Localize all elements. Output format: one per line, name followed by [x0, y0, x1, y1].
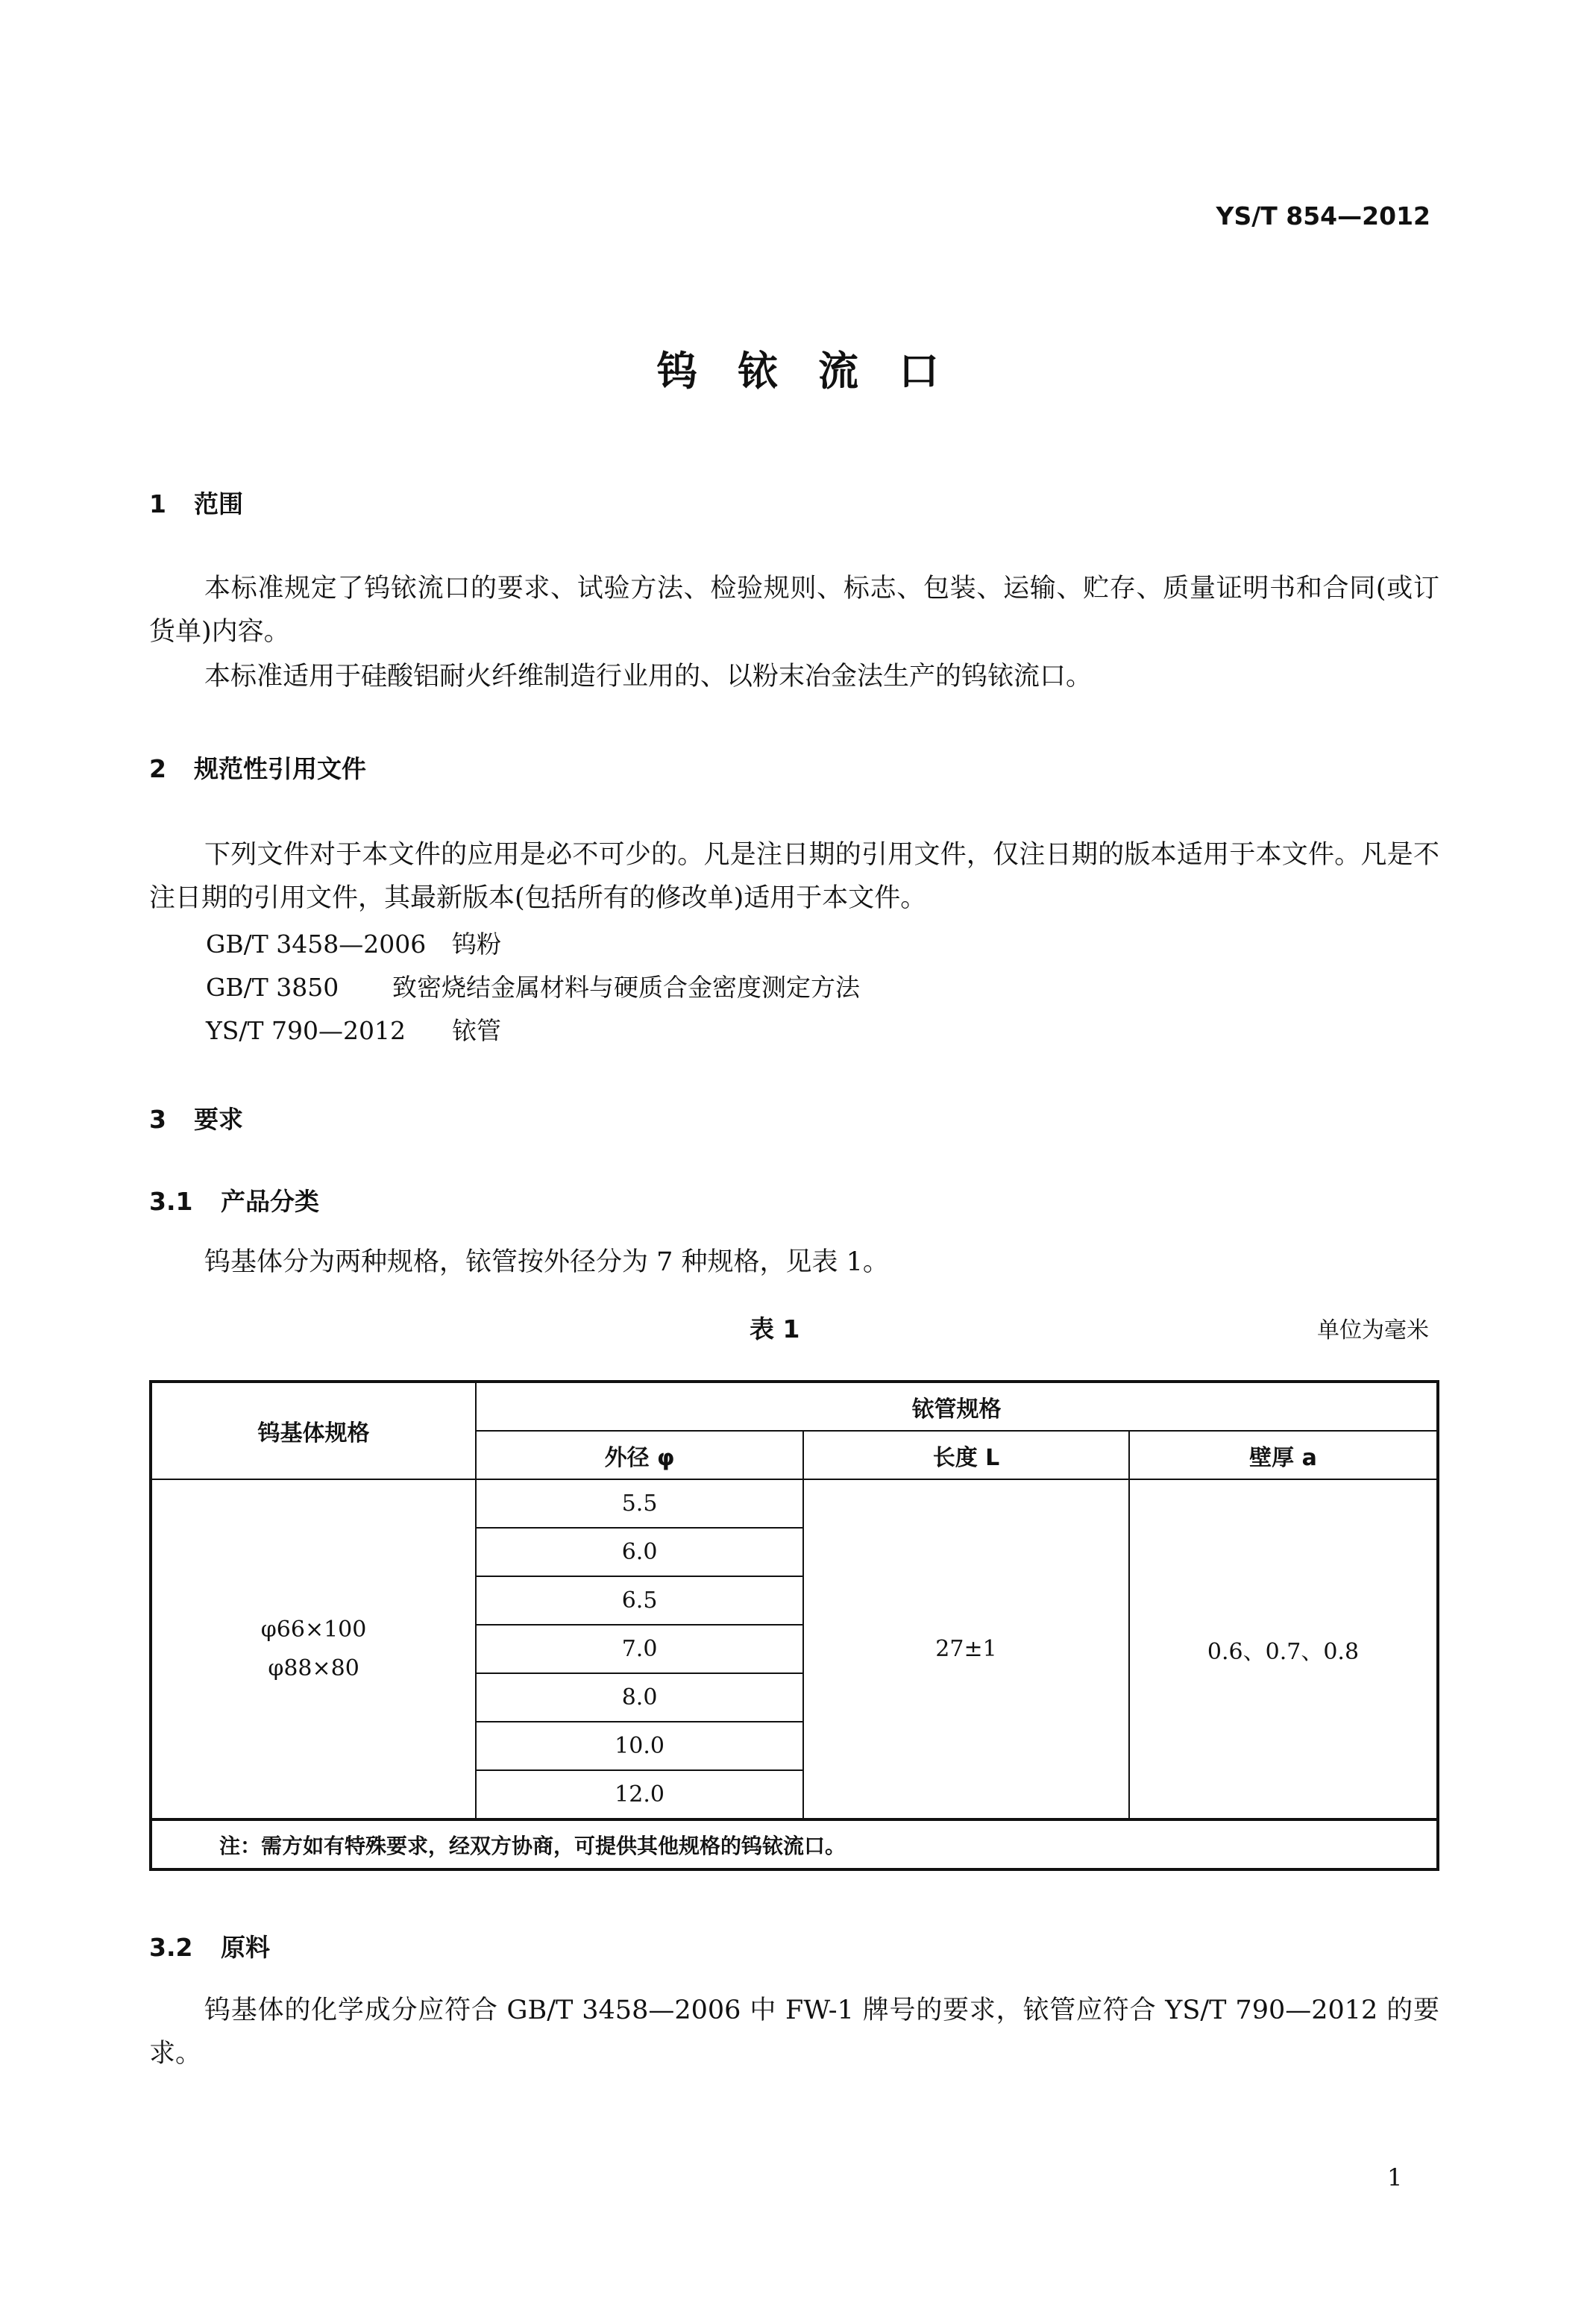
outer-diameter-cell: 7.0: [476, 1625, 803, 1673]
document-number: YS/T 854—2012: [1216, 201, 1430, 231]
spec-table: [149, 1380, 1439, 1871]
section-2-paragraph: 下列文件对于本文件的应用是必不可少的。凡是注日期的引用文件，仅注日期的版本适用于本文件。凡是不注日期的引用文件，其最新版本(包括所有的修改单)适用于本文件。: [149, 840, 1439, 913]
header-length: 长度 L: [803, 1431, 1129, 1479]
section-title: 范围: [194, 489, 243, 518]
section-title: 原料: [221, 1933, 270, 1962]
section-1-paragraph-1: 本标准规定了钨铱流口的要求、试验方法、检验规则、标志、包装、运输、贮存、质量证明书和合同(或订货单)内容。: [149, 574, 1439, 647]
length-cell: 27±1: [803, 1479, 1129, 1819]
reference-item: [206, 925, 501, 960]
header-base-spec: 钨基体规格: [151, 1382, 476, 1479]
section-number: 3: [149, 1105, 166, 1134]
header-outer-diameter: 外径 φ: [476, 1431, 803, 1479]
header-wall-thickness: 壁厚 a: [1129, 1431, 1438, 1479]
reference-code: YS/T 790—2012: [206, 1016, 406, 1045]
table-caption: 表 1: [750, 1314, 800, 1344]
section-2-heading: [149, 750, 366, 785]
section-3-heading: [149, 1100, 243, 1135]
section-3-2-paragraph: 钨基体的化学成分应符合 GB/T 3458—2006 中 FW-1 牌号的要求，铱管应符合 YS/T 790—2012 的要求。: [149, 1996, 1439, 2069]
section-3-1-paragraph: 钨基体分为两种规格，铱管按外径分为 7 种规格，见表 1。: [204, 1247, 889, 1277]
table-note: 注：需方如有特殊要求，经双方协商，可提供其他规格的钨铱流口。: [151, 1819, 1438, 1869]
page-title: 钨铱流口: [657, 348, 979, 395]
base-spec-1: φ66×100: [260, 1616, 367, 1643]
header-tube-spec: 铱管规格: [476, 1382, 1438, 1431]
reference-code: GB/T 3458—2006: [206, 929, 427, 959]
reference-code: GB/T 3850: [206, 973, 339, 1002]
outer-diameter-cell: 12.0: [476, 1770, 803, 1819]
section-3-1-heading: [149, 1182, 319, 1217]
section-title: 规范性引用文件: [194, 754, 366, 783]
section-title: 产品分类: [221, 1187, 319, 1216]
wall-thickness-cell: 0.6、0.7、0.8: [1129, 1479, 1438, 1819]
section-number: 2: [149, 754, 166, 783]
section-title: 要求: [194, 1105, 243, 1134]
outer-diameter-cell: 8.0: [476, 1673, 803, 1722]
outer-diameter-cell: 6.0: [476, 1528, 803, 1576]
base-spec-cell: [151, 1479, 476, 1819]
page-number: 1: [1387, 2163, 1403, 2192]
section-number: 3.2: [149, 1933, 193, 1962]
section-number: 3.1: [149, 1187, 193, 1216]
reference-title: 致密烧结金属材料与硬质合金密度测定方法: [392, 973, 860, 1002]
section-number: 1: [149, 489, 166, 518]
reference-title: 钨粉: [452, 929, 501, 959]
base-spec-2: φ88×80: [268, 1655, 359, 1681]
section-1-heading: [149, 485, 243, 520]
outer-diameter-cell: 5.5: [476, 1479, 803, 1528]
section-1-paragraph-2: 本标准适用于硅酸铝耐火纤维制造行业用的、以粉末冶金法生产的钨铱流口。: [204, 662, 1093, 692]
table-unit: 单位为毫米: [1317, 1317, 1429, 1344]
reference-title: 铱管: [452, 1016, 501, 1045]
reference-item: [206, 968, 860, 1003]
outer-diameter-cell: 6.5: [476, 1576, 803, 1625]
section-3-2-heading: [149, 1928, 270, 1963]
reference-item: [206, 1012, 501, 1047]
outer-diameter-cell: 10.0: [476, 1722, 803, 1770]
